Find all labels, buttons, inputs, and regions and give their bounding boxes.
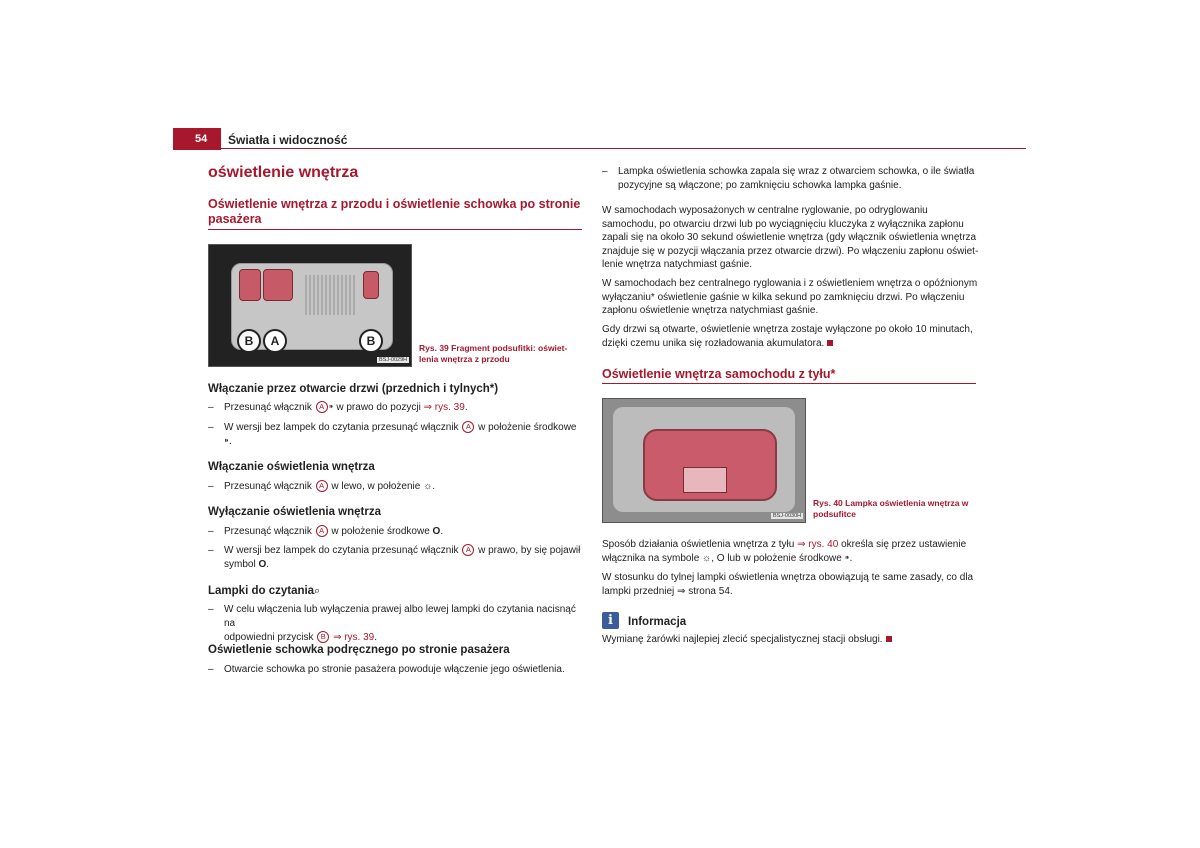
- figure-39-caption-line-2: lenia wnętrza z przodu: [419, 354, 510, 364]
- figure-39-image: [208, 244, 412, 367]
- list-item: – Przesunąć włącznik A ⁍ w prawo do pozycji ⇒ rys. 39.: [208, 402, 468, 413]
- interior-lamp-switch: [263, 269, 293, 301]
- badge-B-right: B: [359, 329, 383, 353]
- list-item: – W wersji bez lampek do czytania przesunąć włącznik A w położenie środkowe ⁍.: [208, 422, 577, 447]
- heading-reading-lamps: Lampki do czytania: [208, 585, 315, 597]
- figure-40-image: [602, 398, 806, 523]
- chapter-title: Światła i widoczność: [228, 133, 348, 147]
- door-symbol-icon: ⁍: [224, 436, 229, 447]
- subsection-title-line-1: Oświetlenie wnętrza z przodu i oświetlenie schowka po stronie: [208, 197, 581, 211]
- reading-lamp-left: [239, 269, 261, 301]
- header-rule: [221, 148, 1026, 149]
- switch-A-label: A: [462, 544, 474, 556]
- reading-lamp-right: [363, 271, 379, 299]
- figure-39-link[interactable]: ⇒ rys. 39: [423, 402, 465, 413]
- figure-39-link[interactable]: ⇒ rys. 39: [333, 632, 375, 643]
- end-mark-icon: [886, 636, 892, 642]
- section-title: oświetlenie wnętrza: [208, 164, 359, 181]
- info-text: Wymianę żarówki najlepiej zlecić specjalistycznej stacji obsługi.: [602, 633, 892, 647]
- figure-40-tag: BSJ-0030H: [773, 513, 802, 519]
- list-item: – Przesunąć włącznik A w położenie środkowe O.: [208, 526, 444, 537]
- door-symbol-icon: ⁍: [844, 552, 850, 564]
- info-icon: i: [602, 612, 619, 629]
- figure-39-tag: BSJ-0029H: [379, 357, 408, 363]
- badge-B-left: B: [237, 329, 261, 353]
- subsection-rule: [602, 383, 976, 384]
- list-item: – Przesunąć włącznik A w lewo, w położenie ☼.: [208, 481, 436, 492]
- switch-A-label: A: [316, 401, 328, 413]
- figure-39-caption-line-1: Rys. 39 Fragment podsufitki: oświet-: [419, 343, 568, 353]
- figure-40-caption-line-1: Rys. 40 Lampka oświetlenia wnętrza w: [813, 498, 969, 508]
- button-B-label: B: [317, 631, 329, 643]
- heading-door-switching: Włączanie przez otwarcie drzwi (przednich i tylnych*): [208, 383, 499, 395]
- switch-A-label: A: [316, 525, 328, 537]
- heading-glove-box: Oświetlenie schowka podręcznego po stronie pasażera: [208, 644, 510, 656]
- microphone-grille: [305, 275, 355, 315]
- lamp-on-symbol-icon: ☼: [702, 552, 712, 564]
- list-item: – Lampka oświetlenia schowka zapala się wraz z otwarciem schowka, o ile światła pozycyjne są włączone; po zamknięciu schowka lampka gaśnie.: [602, 166, 975, 191]
- switch-A-label: A: [316, 480, 328, 492]
- page-number: 54: [195, 133, 208, 145]
- end-mark-icon: [827, 340, 833, 346]
- reading-lamp-icon: ⌕: [314, 585, 321, 597]
- list-item: – W celu włączenia lub wyłączenia prawej albo lewej lampki do czytania nacisnąć na odpowiedni przycisk B ⇒ rys. 39.: [208, 604, 576, 643]
- subsection-title-line-2: pasażera: [208, 212, 262, 226]
- subsection-title-rear: Oświetlenie wnętrza samochodu z tyłu*: [602, 367, 836, 381]
- paragraph-delayed-off: W samochodach bez centralnego ryglowania i z oświetleniem wnętrza o opóźnionym wyłączaniu* oświetlenie gaśnie w kilka sekund po zamknięciu drzwi. Po włączeniu zapłonu oświetlenie wnętrza natychmiast gaśnie.: [602, 278, 978, 316]
- figure-40-link[interactable]: ⇒ rys. 40: [797, 539, 839, 550]
- list-item: – Otwarcie schowka po stronie pasażera powoduje włączenie jego oświetlenia.: [208, 664, 565, 675]
- lamp-on-symbol-icon: ☼: [423, 481, 433, 492]
- paragraph-rear-rules: W stosunku do tylnej lampki oświetlenia wnętrza obowiązują te same zasady, co dla lampki przedniej ⇒ strona 54.: [602, 572, 974, 597]
- switch-A-label: A: [462, 421, 474, 433]
- paragraph-rear-operation: Sposób działania oświetlenia wnętrza z tyłu ⇒ rys. 40 określa się przez ustawienie włącznika na symbole ☼, O lub w położenie środkowe ⁍.: [602, 539, 967, 564]
- info-title: Informacja: [628, 616, 687, 628]
- heading-switch-off: Wyłączanie oświetlenia wnętrza: [208, 506, 381, 518]
- paragraph-doors-open: Gdy drzwi są otwarte, oświetlenie wnętrza zostaje wyłączone po około 10 minutach, dzięki czemu unika się rozładowania akumulatora.: [602, 324, 973, 349]
- paragraph-central-locking: W samochodach wyposażonych w centralne ryglowanie, po odryglowaniu samochodu, po otwarciu drzwi lub po wyciągnięciu kluczyka z wyłącznika zapłonu zapali się na około 30 sekund oświetlenie wnętrza (gdy włącznik oświetlenia wnętrza znajduje się w pozycji włączania przez otwarcie drzwi). Po włączeniu zapłonu oświet- lenie wnętrza natychmiast gaśnie.: [602, 205, 979, 270]
- heading-switch-on: Włączanie oświetlenia wnętrza: [208, 461, 375, 473]
- badge-A: A: [263, 329, 287, 353]
- figure-40-caption-line-2: podsufitce: [813, 509, 856, 519]
- rear-lamp-switch: [683, 467, 727, 493]
- door-symbol-icon: ⁍: [328, 402, 334, 413]
- subsection-rule: [208, 229, 582, 230]
- list-item: – W wersji bez lampek do czytania przesunąć włącznik A w prawo, by się pojawił symbol O.: [208, 545, 581, 570]
